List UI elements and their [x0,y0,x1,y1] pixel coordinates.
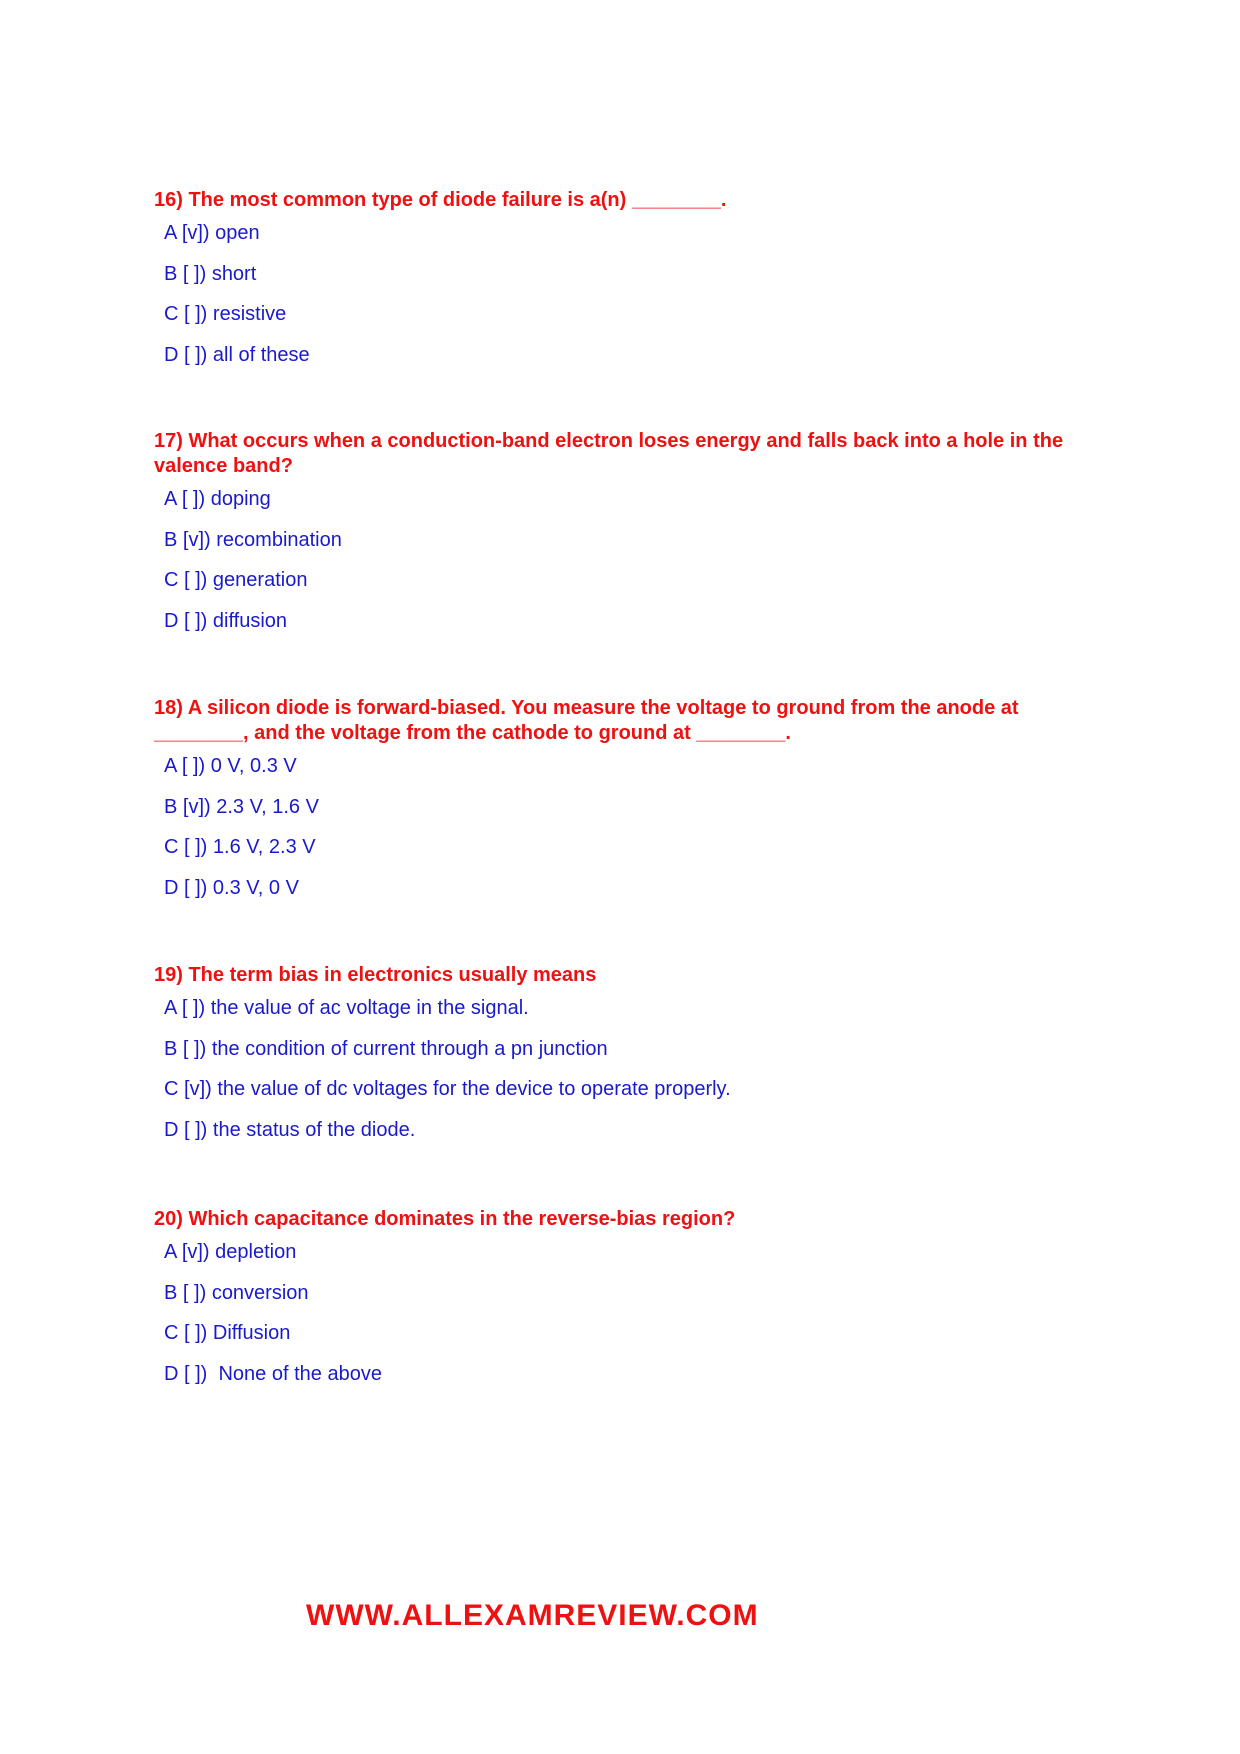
option-checkbox: [ ]) [184,569,208,591]
option-text: the condition of current through a pn junction [211,1037,608,1060]
option-letter: B [164,795,178,818]
option-a [154,1240,1074,1281]
footer-website-url[interactable] [306,1597,766,1632]
option-d [154,1362,1074,1403]
option-letter: D [164,343,179,366]
option-a [154,996,1074,1037]
option-letter: B [164,1281,178,1304]
question-18 [154,696,1074,916]
option-text: the value of ac voltage in the signal. [210,997,529,1019]
option-c [154,302,1074,343]
option-letter: A [164,755,177,777]
option-d [154,343,1074,384]
option-checkbox: [ ]) [184,609,208,632]
option-c [154,1321,1074,1362]
question-text: 20) Which capacitance dominates in the reverse-bias region? [154,1208,736,1230]
option-letter: C [164,303,179,325]
option-list [154,996,1074,1158]
option-letter: C [164,569,179,591]
option-a [154,221,1074,262]
option-text: the value of dc voltages for the device to operate properly. [217,1078,731,1100]
option-letter: D [164,1362,179,1385]
option-checkbox: [v]) [184,1078,212,1100]
option-letter: C [164,1078,179,1100]
option-letter: D [164,609,179,632]
option-text: short [211,262,257,285]
option-checkbox: [v]) [181,1241,210,1263]
option-checkbox: [ ]) [184,303,208,325]
option-c [154,835,1074,876]
option-b [154,262,1074,303]
footer-url-text: WWW.ALLEXAMREVIEW.COM [306,1599,759,1632]
option-letter: D [164,1118,179,1141]
option-text: depletion [215,1241,297,1263]
option-checkbox: [ ]) [184,343,208,366]
option-text: 0.3 V, 0 V [212,876,299,899]
option-checkbox: [v]) [181,222,210,244]
option-letter: B [164,262,178,285]
option-letter: B [164,528,178,551]
option-text: 1.6 V, 2.3 V [212,836,316,858]
option-letter: A [164,222,177,244]
option-text: 0 V, 0.3 V [210,755,297,777]
option-checkbox: [ ]) [184,1322,208,1344]
option-checkbox: [ ]) [182,262,207,285]
option-text: recombination [216,528,342,551]
question-text: 16) The most common type of diode failure is a(n) ________. [154,189,727,211]
option-b [154,1281,1074,1322]
option-d [154,876,1074,917]
option-text: Diffusion [212,1322,291,1344]
option-text: 2.3 V, 1.6 V [216,795,319,818]
option-checkbox: [ ]) [182,1281,207,1304]
option-text: generation [212,569,308,591]
option-d [154,609,1074,650]
option-a [154,487,1074,528]
option-checkbox: [ ]) [181,755,206,777]
option-list [154,221,1074,383]
option-text: the status of the diode. [212,1118,416,1141]
option-checkbox: [ ]) [184,876,208,899]
option-list [154,1240,1074,1402]
option-checkbox: [ ]) [184,1362,208,1385]
option-text: all of these [212,343,310,366]
option-checkbox: [v]) [182,795,211,818]
option-c [154,568,1074,609]
option-b [154,1037,1074,1078]
question-19 [154,963,1074,1158]
option-b [154,795,1074,836]
option-letter: D [164,876,179,899]
option-text: resistive [212,303,287,325]
option-letter: C [164,836,179,858]
question-17 [154,429,1074,649]
option-b [154,528,1074,569]
option-list [154,754,1074,916]
question-20 [154,1207,1074,1402]
option-checkbox: [ ]) [184,1118,208,1141]
option-text: open [215,222,260,244]
option-c [154,1077,1074,1118]
option-letter: B [164,1037,178,1060]
option-letter: C [164,1322,179,1344]
question-text: 17) What occurs when a conduction-band electron loses energy and falls back into a hole in the valence band? [154,430,1064,477]
option-checkbox: [ ]) [181,488,206,510]
question-16 [154,188,1074,383]
option-text: doping [210,488,271,510]
option-checkbox: [ ]) [181,997,206,1019]
option-letter: A [164,1241,177,1263]
option-checkbox: [v]) [182,528,211,551]
option-letter: A [164,488,177,510]
option-text: conversion [211,1281,309,1304]
option-d [154,1118,1074,1159]
option-checkbox: [ ]) [182,1037,207,1060]
option-checkbox: [ ]) [184,836,208,858]
option-a [154,754,1074,795]
question-text: 19) The term bias in electronics usually means [154,964,597,986]
question-text: 18) A silicon diode is forward-biased. You measure the voltage to ground from the anode at ________, and the voltage from the cathode to ground at ________. [154,697,1019,744]
option-letter: A [164,997,177,1019]
option-text: diffusion [212,609,288,632]
option-text: None of the above [212,1362,382,1385]
option-list [154,487,1074,649]
